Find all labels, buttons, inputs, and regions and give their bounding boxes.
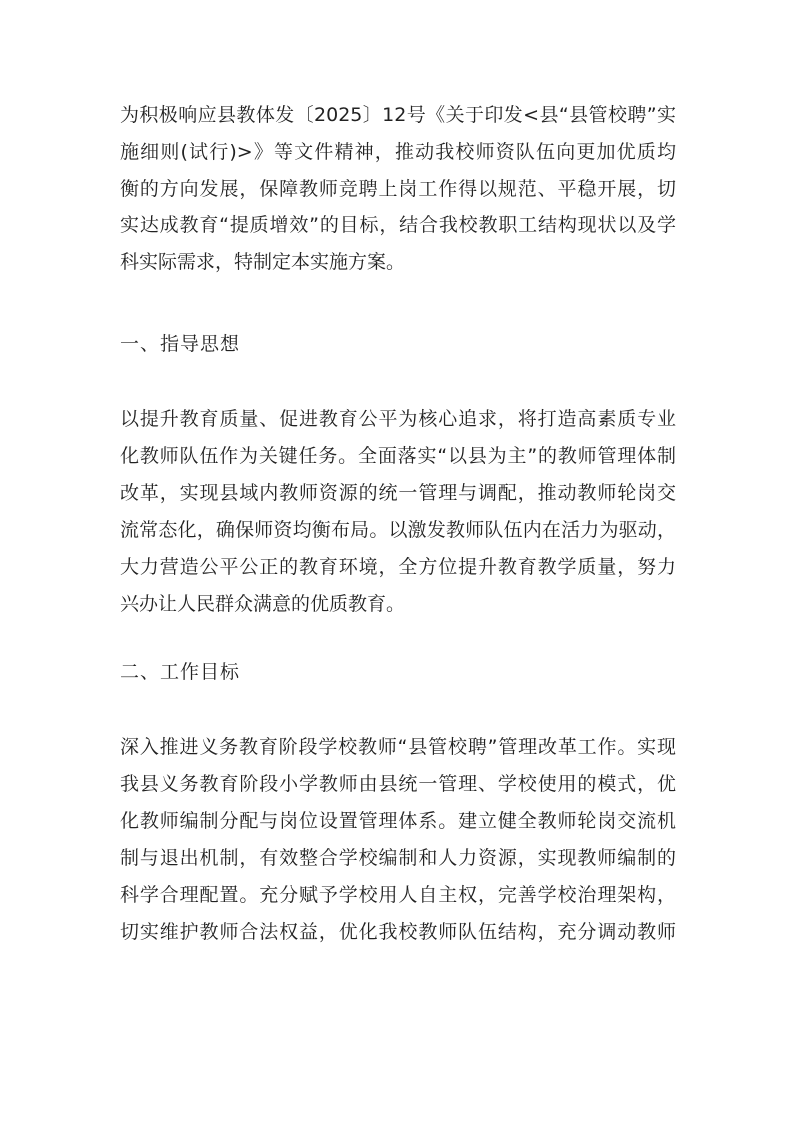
intro-line: 科实际需求，特制定本实施方案。 [120,251,406,273]
section2-line: 制与退出机制，有效整合学校编制和人力资源，实现教师编制的 [120,847,676,869]
section1-line: 以提升教育质量、促进教育公平为核心追求，将打造高素质专业 [120,408,676,430]
intro-line: 为积极响应县教体发〔2025〕12号《关于印发<县“县管校聘”实 [120,104,676,126]
intro-line: 施细则(试行)>》等文件精神，推动我校师资队伍向更加优质均 [120,141,676,163]
section1-line: 兴办让人民群众满意的优质教育。 [120,593,406,615]
section-heading: 二、工作目标 [120,661,241,683]
section2-line: 化教师编制分配与岗位设置管理体系。建立健全教师轮岗交流机 [120,810,676,832]
section-heading: 一、指导思想 [120,333,241,355]
section1-line: 流常态化，确保师资均衡布局。以激发教师队伍内在活力为驱动， [120,519,676,541]
intro-line: 衡的方向发展，保障教师竞聘上岗工作得以规范、平稳开展，切 [120,178,676,200]
section2-line: 深入推进义务教育阶段学校教师“县管校聘”管理改革工作。实现 [120,736,676,758]
section1-line: 大力营造公平公正的教育环境，全方位提升教育教学质量，努力 [120,556,676,578]
section1-line: 化教师队伍作为关键任务。全面落实“以县为主”的教师管理体制 [120,445,676,467]
intro-line: 实达成教育“提质增效”的目标，结合我校教职工结构现状以及学 [120,214,676,236]
section2-line: 我县义务教育阶段小学教师由县统一管理、学校使用的模式，优 [120,773,676,795]
section1-line: 改革，实现县域内教师资源的统一管理与调配，推动教师轮岗交 [120,482,676,504]
section2-line: 切实维护教师合法权益，优化我校教师队伍结构，充分调动教师 [120,921,676,943]
section2-line: 科学合理配置。充分赋予学校用人自主权，完善学校治理架构， [120,884,676,906]
